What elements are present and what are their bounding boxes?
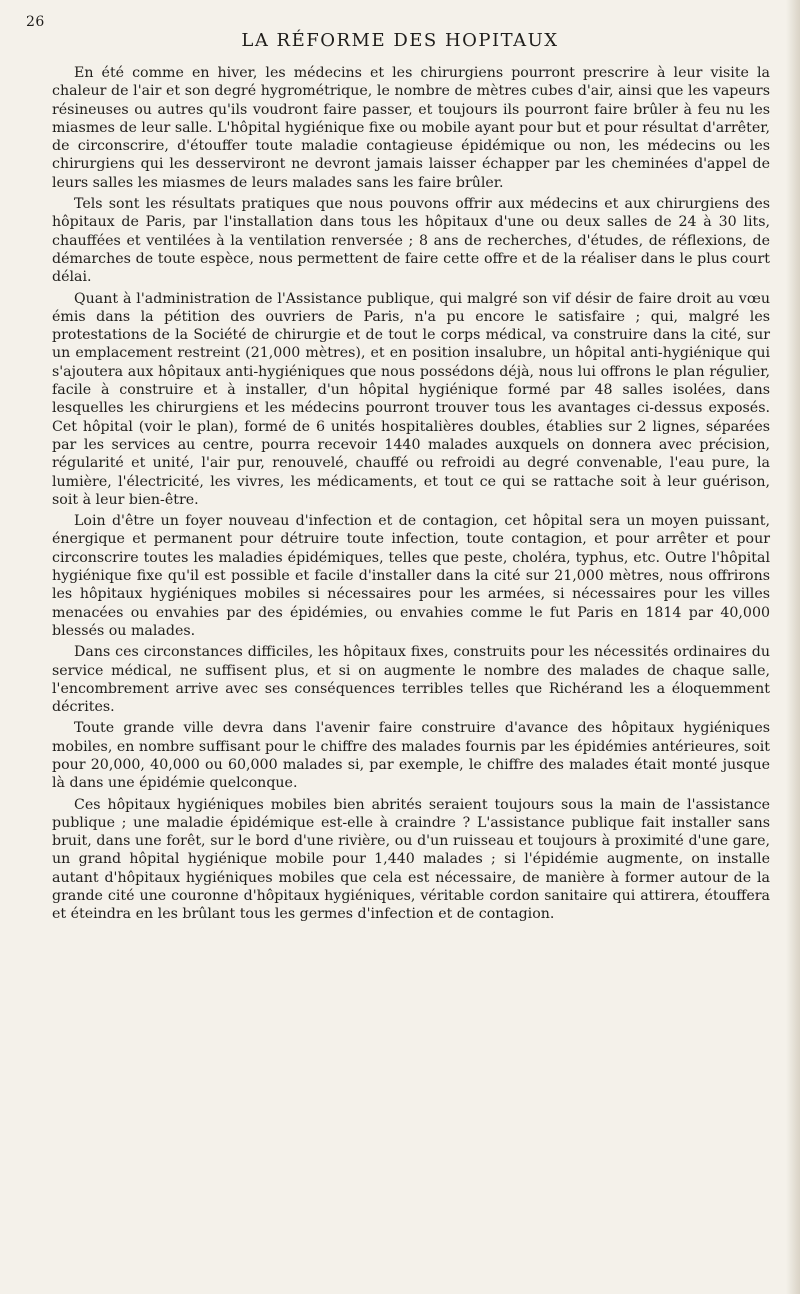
body-text <box>52 64 770 927</box>
paragraph-difficult-circumstances: Dans ces circonstances difficiles, les hôpitaux fixes, construits pour les nécessités ordinaires du service médical, ne suffisent plus, et si on augmente le nombre des malades de chaque salle, l'encombrement arrive avec ses conséquences terribles telles que Richérand les a éloquemment décrites. <box>52 644 770 716</box>
paragraph-mobile-hospitals: Toute grande ville devra dans l'avenir faire construire d'avance des hôpitaux hygiéniques mobiles, en nombre suffisant pour le chiffre des malades fournis par les épidémies antérieures, soit pour 20,000, 40,000 ou 60,000 malades si, par exemple, le chiffre des malades était monté jusque là dans une épidémie quelconque. <box>52 720 770 792</box>
page-number: 26 <box>26 14 45 30</box>
page-edge-shadow <box>786 0 800 1294</box>
paragraph-practical-results: Tels sont les résultats pratiques que nous pouvons offrir aux médecins et aux chirurgiens des hôpitaux de Paris, par l'installation dans tous les hôpitaux d'une ou deux salles de 24 à 30 lits, chauffées et ventilées à la ventilation renversée ; 8 ans de recherches, d'études, de réflexions, de démarches de toute espèce, nous permettent de faire cette offre et de la réaliser dans le plus court délai. <box>52 196 770 286</box>
paragraph-ventilation-prescription: En été comme en hiver, les médecins et les chirurgiens pourront prescrire à leur visite la chaleur de l'air et son degré hygrométrique, le nombre de mètres cubes d'air, ainsi que les vapeurs résineuses ou autres qu'ils voudront faire passer, et toujours ils pourront faire brûler à feu nu les miasmes de leur salle. L'hôpital hygiénique fixe ou mobile ayant pour but et pour résultat d'arrêter, de circonscrire, d'étouffer toute maladie contagieuse épidémique ou non, les médecins ou les chirurgiens qui les desserviront ne devront jamais laisser échapper par les cheminées d'appel de leurs salles les miasmes de leurs malades sans les faire brûler. <box>52 65 770 191</box>
running-title: LA RÉFORME DES HOPITAUX <box>241 30 559 51</box>
paragraph-sanitary-cordon: Ces hôpitaux hygiéniques mobiles bien abrités seraient toujours sous la main de l'assistance publique ; une maladie épidémique est-elle à craindre ? L'assistance publique fait installer sans bruit, dans une forêt, sur le bord d'une rivière, ou d'un ruisseau et toujours à proximité d'une gare, un grand hôpital hygiénique mobile pour 1,440 malades ; si l'épidémie augmente, on installe autant d'hôpitaux hygiéniques mobiles que cela est nécessaire, de manière à former autour de la grande cité une couronne d'hôpitaux hygiéniques, véritable cordon sanitaire qui attirera, étouffera et éteindra en les brûlant tous les germes d'infection et de contagion. <box>52 796 770 923</box>
paragraph-public-assistance: Quant à l'administration de l'Assistance publique, qui malgré son vif désir de faire droit au vœu émis dans la pétition des ouvriers de Paris, n'a pu encore le satisfaire ; qui, malgré les protestations de la Société de chirurgie et de tout le corps médical, va construire dans la cité, sur un emplacement restreint (21,000 mètres), et en position insalubre, un hôpital anti-hygiénique qui s'ajoutera aux hôpitaux anti-hygiéniques que nous possédons déjà, nous lui offrons le plan régulier, facile à construire et à installer, d'un hôpital hygiénique formé par 48 salles isolées, dans lesquelles les chirurgiens et les médecins pourront trouver tous les avantages ci-dessus exposés. Cet hôpital (voir le plan), formé de 6 unités hospitalières doubles, établies sur 2 lignes, séparées par les services au centre, pourra recevoir 1440 malades auxquels on donnera avec précision, régularité et unité, l'air pur, renouvelé, chauffé ou refroidi au degré convenable, l'eau pure, la lumière, l'électricité, les vivres, les médicaments, et tout ce qui se rattache soit à leur guérison, soit à leur bien-être. <box>52 290 770 508</box>
paragraph-against-infection: Loin d'être un foyer nouveau d'infection et de contagion, cet hôpital sera un moyen puissant, énergique et permanent pour détruire toute infection, toute contagion, et pour arrêter et pour circonscrire toutes les maladies épidémiques, telles que peste, choléra, typhus, etc. Outre l'hôpital hygiénique fixe qu'il est possible et facile d'installer dans la cité sur 21,000 mètres, nous offrirons les hôpitaux hygiéniques mobiles si nécessaires pour les armées, si nécessaires pour les villes menacées ou envahies par des épidémies, ou envahies comme le fut Paris en 1814 par 40,000 blessés ou malades. <box>52 513 770 639</box>
